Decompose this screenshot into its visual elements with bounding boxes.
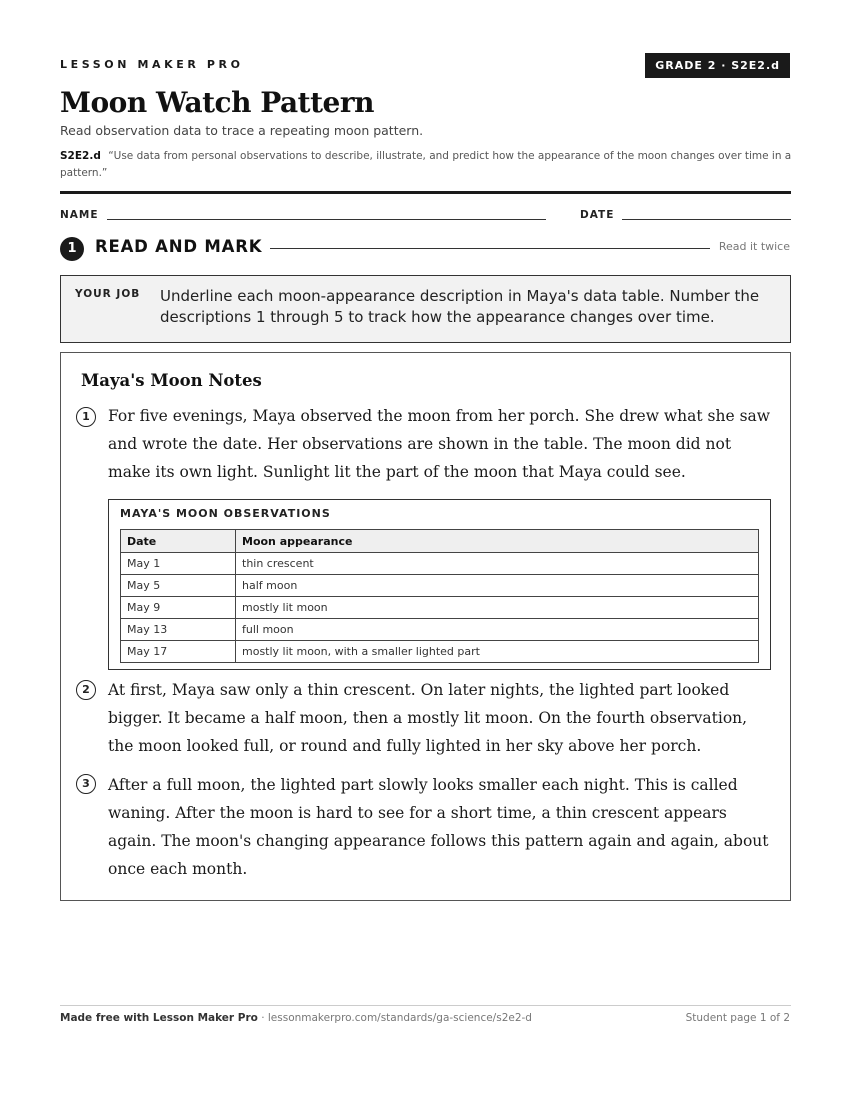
brand-name: LESSON MAKER PRO	[60, 58, 244, 71]
date-cell: May 1	[121, 553, 236, 575]
table-row	[121, 575, 759, 597]
job-box	[60, 275, 791, 343]
name-field-line[interactable]	[107, 219, 546, 220]
table-row	[121, 597, 759, 619]
header-divider	[60, 191, 791, 194]
observations-table-box	[108, 499, 771, 670]
date-cell: May 5	[121, 575, 236, 597]
observations-table	[120, 529, 759, 663]
paragraph-number-3: 3	[76, 774, 96, 794]
appearance-cell[interactable]: half moon	[236, 575, 759, 597]
standard-text: “Use data from personal observations to describe, illustrate, and predict how the appearance of the moon changes over time in a pattern.”	[60, 150, 792, 179]
paragraph-number-1: 1	[76, 407, 96, 427]
paragraph-3: After a full moon, the lighted part slowly looks smaller each night. This is called waning. After the moon is hard to see for a short time, a thin crescent appears again. The moon's changing appearance follows this pattern again and again, about once each month.	[108, 776, 769, 878]
column-header-date: Date	[121, 530, 236, 553]
paragraph-1: For five evenings, Maya observed the moon from her porch. She drew what she saw and wrote the date. Her observations are shown in the table. The moon did not make its own light. Sunlight lit the part of the moon that Maya could see.	[108, 407, 771, 481]
date-cell: May 9	[121, 597, 236, 619]
date-cell: May 17	[121, 641, 236, 663]
footer-url[interactable]: · lessonmakerpro.com/standards/ga-science/s2e2-d	[257, 1012, 532, 1024]
job-label: YOUR JOB	[75, 288, 141, 300]
section-title: READ AND MARK	[95, 237, 263, 256]
footer-credit	[60, 1012, 532, 1024]
paragraph-2: At first, Maya saw only a thin crescent. On later nights, the lighted part looked bigger. It became a half moon, then a mostly lit moon. On the fourth observation, the moon looked full, or round and fully lighted in her sky above her porch.	[108, 681, 748, 755]
date-field-line[interactable]	[622, 219, 791, 220]
grade-badge: GRADE 2 · S2E2.d	[645, 53, 790, 78]
appearance-cell[interactable]: mostly lit moon, with a smaller lighted part	[236, 641, 759, 663]
footer-made-with: Made free with Lesson Maker Pro	[60, 1012, 258, 1024]
passage-card	[60, 352, 791, 901]
date-cell: May 13	[121, 619, 236, 641]
appearance-cell[interactable]: full moon	[236, 619, 759, 641]
paragraph-number-2: 2	[76, 680, 96, 700]
section-divider	[270, 248, 710, 249]
appearance-cell[interactable]: thin crescent	[236, 553, 759, 575]
column-header-appearance: Moon appearance	[236, 530, 759, 553]
table-row	[121, 641, 759, 663]
page-title: Moon Watch Pattern	[60, 86, 374, 119]
table-row	[121, 619, 759, 641]
section-note: Read it twice	[718, 240, 790, 253]
date-label: DATE	[580, 209, 615, 221]
page-subtitle: Read observation data to trace a repeating moon pattern.	[60, 123, 424, 138]
footer-page-number: Student page 1 of 2	[685, 1012, 790, 1024]
name-label: NAME	[60, 209, 99, 221]
table-row	[121, 553, 759, 575]
passage-title: Maya's Moon Notes	[81, 371, 262, 390]
standard-code: S2E2.d	[60, 150, 101, 162]
observations-table-title: MAYA'S MOON OBSERVATIONS	[120, 507, 331, 520]
table-header-row	[121, 530, 759, 553]
job-instructions: Underline each moon-appearance description in Maya's data table. Number the descriptions 1 through 5 to track how the appearance changes over time.	[160, 287, 760, 326]
section-number-badge: 1	[60, 237, 84, 261]
appearance-cell[interactable]: mostly lit moon	[236, 597, 759, 619]
footer-divider	[60, 1005, 791, 1006]
standard-statement	[60, 148, 792, 182]
